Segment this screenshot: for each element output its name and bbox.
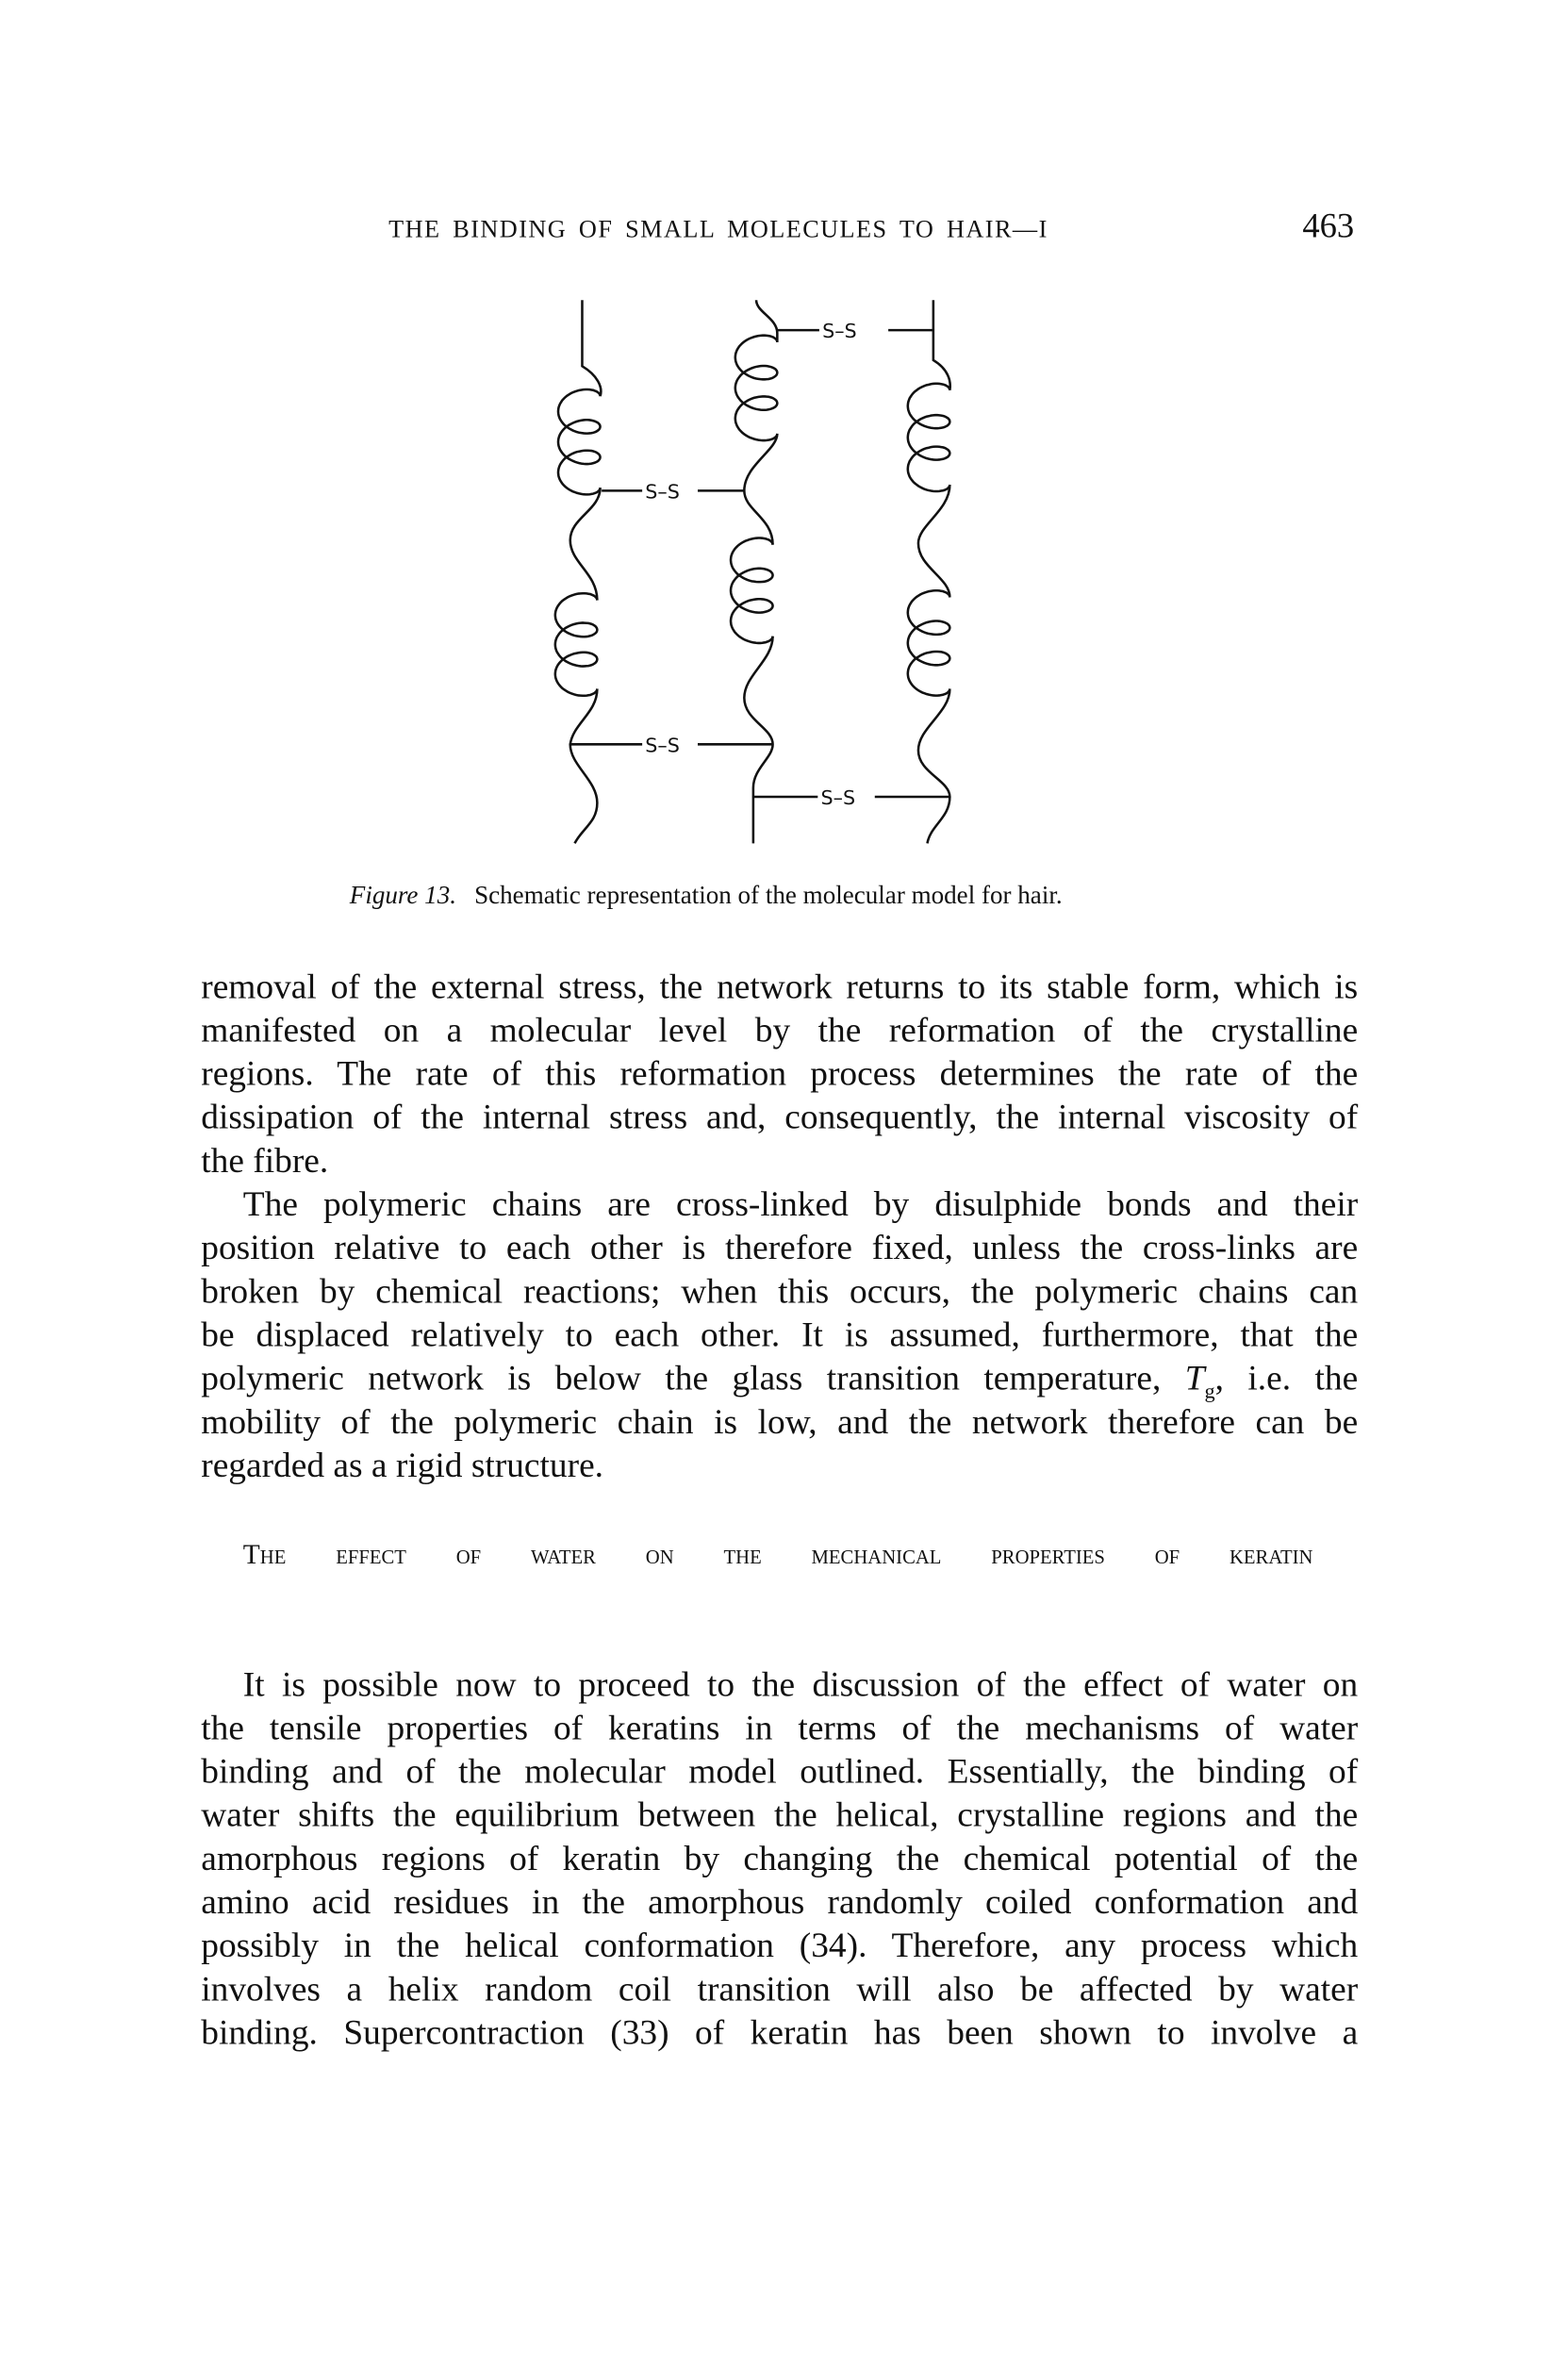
text-line: dissipation of the internal stress and, consequently, the internal viscosity of — [201, 1098, 1359, 1138]
tg-subscript: g — [1204, 1381, 1215, 1405]
polymer-chain-1-bottom — [570, 688, 598, 843]
helix-coil — [731, 538, 773, 643]
polymer-chain-2-mid — [744, 434, 777, 545]
helix-coil — [908, 590, 950, 695]
text-line: binding and of the molecular model outlined. Essentially, the binding of — [201, 1752, 1359, 1793]
bond-label: S–S — [822, 320, 857, 343]
text-line — [201, 1360, 1358, 1406]
text-line: broken by chemical reactions; when this occurs, the polymeric chains can — [201, 1272, 1359, 1312]
polymer-chain-3 — [933, 300, 950, 389]
bond-label: S–S — [645, 734, 680, 757]
bond-label: S–S — [820, 786, 856, 809]
tg-symbol: T — [1184, 1359, 1205, 1399]
page-number: 463 — [1302, 207, 1355, 245]
text-line: The polymeric chains are cross-linked by disulphide bonds and their — [242, 1185, 1359, 1225]
bond-label: S–S — [645, 480, 680, 504]
section-heading: The effect of water on the mechanical properties of keratin — [242, 1541, 1313, 1572]
caption-text: Schematic representation of the molecular model for hair. — [474, 881, 1063, 910]
text-line: It is possible now to proceed to the discussion of the effect of water on — [242, 1665, 1359, 1705]
helix-coil — [555, 593, 598, 696]
text-line: amino acid residues in the amorphous randomly coiled conformation and — [201, 1883, 1359, 1923]
text-line: mobility of the polymeric chain is low, and the network therefore can be — [201, 1402, 1359, 1443]
text-line: possibly in the helical conformation (34). Therefore, any process which — [201, 1927, 1359, 1966]
text-segment: polymeric network is below the glass transition temperature, — [201, 1359, 1185, 1399]
polymer-chain-1 — [582, 300, 601, 396]
polymer-chain-3-mid — [918, 485, 949, 597]
polymer-chain-2-bottom — [744, 637, 772, 844]
helix-coil — [735, 336, 778, 440]
figure-caption — [350, 881, 1063, 911]
text-line: position relative to each other is therefore fixed, unless the cross-links are — [201, 1229, 1359, 1268]
text-line: involves a helix random coil transition will also be affected by water — [201, 1970, 1359, 2009]
helix-coil — [908, 384, 950, 491]
molecular-model-figure — [0, 0, 1568, 901]
text-line: water shifts the equilibrium between the helical, crystalline regions and the — [201, 1795, 1359, 1836]
figure-label: Figure 13. — [349, 881, 457, 910]
text-line: be displaced relatively to each other. It is assumed, furthermore, that the — [201, 1315, 1359, 1356]
text-segment: , i.e. the — [1214, 1359, 1359, 1399]
text-line: the fibre. — [201, 1142, 329, 1182]
polymer-chain-3-bottom — [918, 688, 949, 843]
text-line: regions. The rate of this reformation process determines the rate of the — [201, 1054, 1359, 1095]
text-line: manifested on a molecular level by the reformation of the crystalline — [201, 1011, 1359, 1050]
text-line: binding. Supercontraction (33) of keratin has been shown to involve a — [201, 2013, 1359, 2054]
text-line: the tensile properties of keratins in terms of the mechanisms of water — [201, 1709, 1359, 1748]
text-line: removal of the external stress, the network returns to its stable form, which is — [201, 968, 1359, 1007]
running-title: THE BINDING OF SMALL MOLECULES TO HAIR—I — [388, 214, 1048, 243]
polymer-chain-1-lower — [570, 488, 601, 600]
helix-coil — [558, 389, 601, 494]
text-line: amorphous regions of keratin by changing the chemical potential of the — [201, 1840, 1359, 1879]
text-line: regarded as a rigid structure. — [201, 1447, 604, 1486]
